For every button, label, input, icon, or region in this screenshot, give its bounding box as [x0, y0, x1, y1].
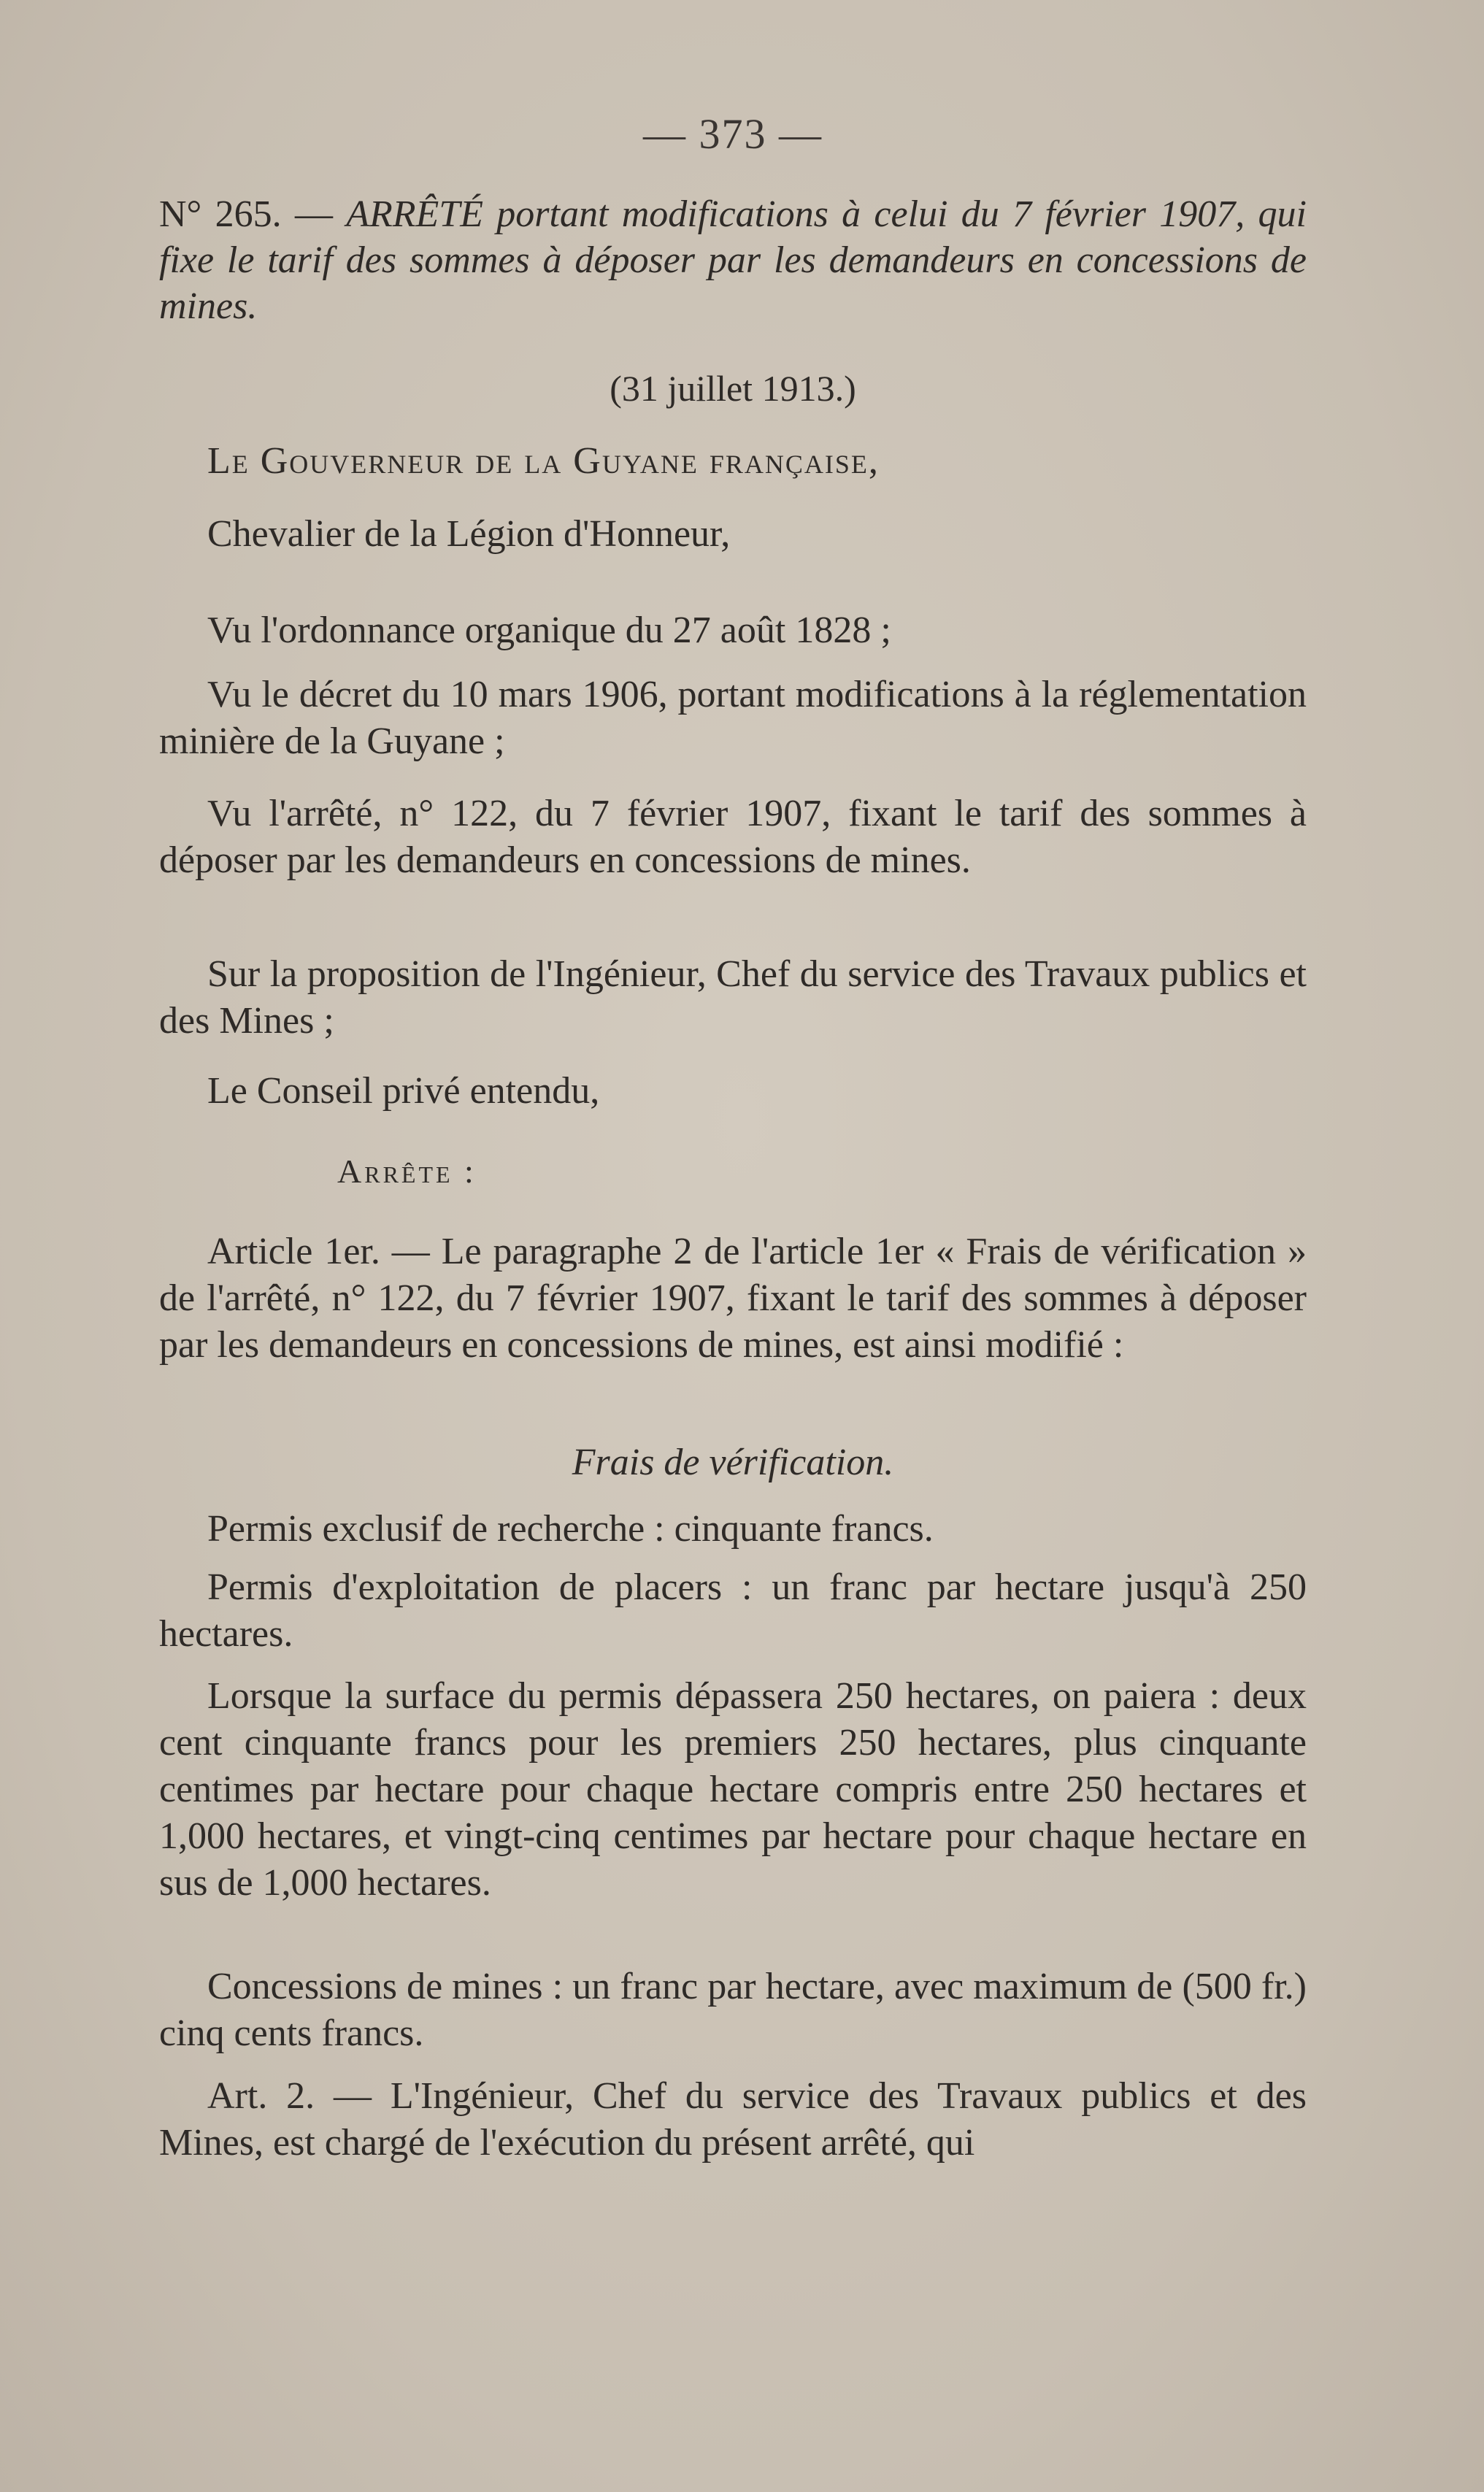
consideration-ordonnance: Vu l'ordonnance organique du 27 août 1828 ; — [207, 609, 891, 651]
fee-concessions: Concessions de mines : un franc par hectare, avec maximum de (500 fr.) cinq cents francs. — [159, 1966, 1307, 2054]
fee-permis-recherche: Permis exclusif de recherche : cinquante francs. — [207, 1508, 934, 1550]
arrete-heading: Arrête : — [337, 1153, 477, 1190]
section-heading: Frais de vérification. — [572, 1442, 894, 1483]
fee-permis-exploitation: Permis d'exploitation de placers : un franc par hectare jusqu'à 250 hectares. — [159, 1566, 1307, 1655]
governor-line: Le Gouverneur de la Guyane française, — [207, 440, 880, 482]
consideration-proposition: Sur la proposition de l'Ingénieur, Chef du service des Travaux publics et des Mines ; — [159, 953, 1307, 1042]
article-2: Art. 2. — L'Ingénieur, Chef du service des Travaux publics et des Mines, est chargé de l'exécution du présent arrêté, qui — [159, 2075, 1307, 2164]
decree-title — [159, 191, 1307, 329]
page-number: — 373 — — [643, 110, 823, 158]
decree-date: (31 juillet 1913.) — [610, 368, 856, 409]
decree-number: N° 265. — — [159, 193, 333, 235]
decree-title-text: ARRÊTÉ portant modifications à celui du 7 février 1907, qui fixe le tarif des sommes à déposer par les demandeurs en concessions de mines. — [159, 193, 1307, 327]
fee-surface-depassement: Lorsque la surface du permis dépassera 250 hectares, on paiera : deux cent cinquante francs pour les premiers 250 hectares, plus cinquante centimes par hectare pour chaque hectare compris entre 250 hectares et 1,000 hectares, et vingt-cinq centimes par hectare pour chaque hectare en sus de 1,000 hectares. — [159, 1675, 1307, 1904]
chevalier-line: Chevalier de la Légion d'Honneur, — [207, 513, 731, 555]
consideration-arrete: Vu l'arrêté, n° 122, du 7 février 1907, fixant le tarif des sommes à déposer par les demandeurs en concessions de mines. — [159, 793, 1307, 881]
consideration-decret: Vu le décret du 10 mars 1906, portant modifications à la réglementation minière de la Guyane ; — [159, 674, 1307, 762]
consideration-conseil: Le Conseil privé entendu, — [207, 1070, 600, 1112]
article-1: Article 1er. — Le paragraphe 2 de l'article 1er « Frais de vérification » de l'arrêté, n° 122, du 7 février 1907, fixant le tarif des sommes à déposer par les demandeurs en concessions de mines, est ainsi modifié : — [159, 1231, 1307, 1366]
